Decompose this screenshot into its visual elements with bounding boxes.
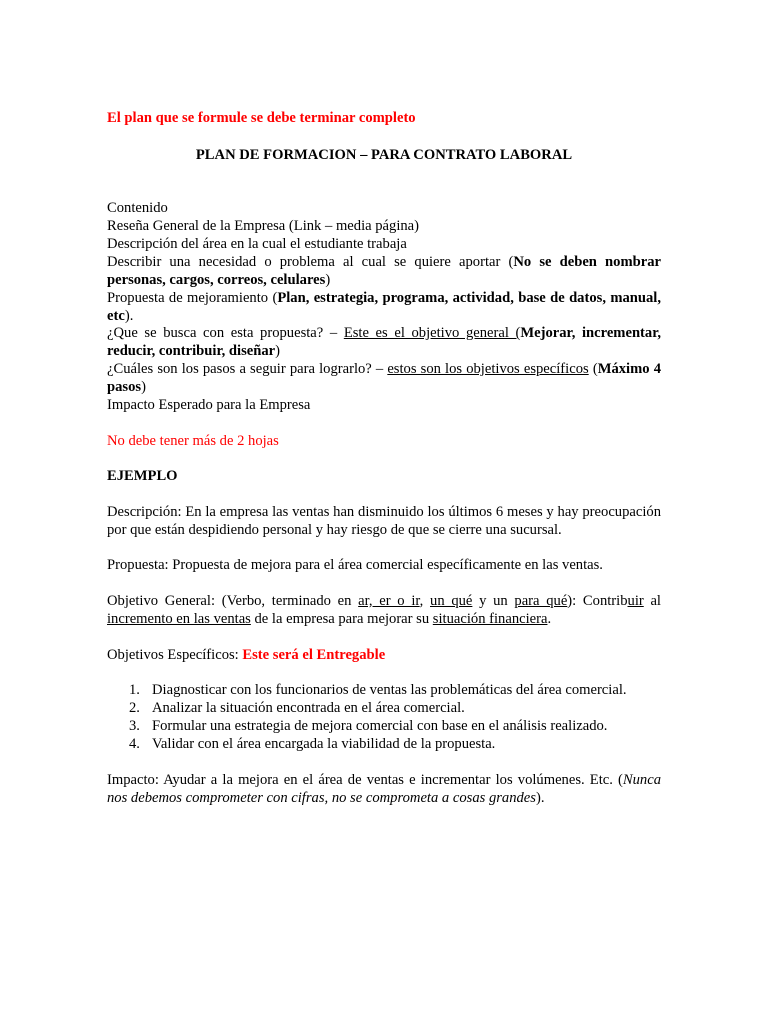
contenido-line-objetivos-especificos: ¿Cuáles son los pasos a seguir para lograrlo? – estos son los objetivos específicos (Máximo 4 pasos) [107,361,661,395]
contenido-line-necesidad: Describir una necesidad o problema al cual se quiere aportar (No se deben nombrar personas, cargos, correos, celulares) [107,254,661,288]
objetivos-especificos-list [107,681,661,753]
list-item: 4. Validar con el área encargada la viabilidad de la propuesta. [129,736,496,752]
ejemplo-objetivo-general: Objetivo General: (Verbo, terminado en ar, er o ir, un qué y un para qué): Contribuir al incremento en las ventas de la empresa para mejorar su situación financiera. [107,593,661,627]
contenido-heading: Contenido [107,200,168,216]
ejemplo-impacto: Impacto: Ayudar a la mejora en el área de ventas e incrementar los volúmenes. Etc. (Nunca nos debemos comprometer con cifras, no se comprometa a cosas grandes). [107,772,661,806]
contenido-line-propuesta: Propuesta de mejoramiento (Plan, estrategia, programa, actividad, base de datos, manual, etc). [107,290,662,324]
list-item: 3. Formular una estrategia de mejora comercial con base en el análisis realizado. [129,718,608,734]
hojas-warning: No debe tener más de 2 hojas [107,433,279,449]
contenido-line-impacto: Impacto Esperado para la Empresa [107,397,311,413]
list-item: 2. Analizar la situación encontrada en el área comercial. [129,700,465,716]
ejemplo-propuesta: Propuesta: Propuesta de mejora para el área comercial específicamente en las ventas. [107,557,603,573]
list-item: 1. Diagnosticar con los funcionarios de ventas las problemáticas del área comercial. [129,682,627,698]
warning-title: El plan que se formule se debe terminar completo [107,110,416,126]
contenido-line-descripcion: Descripción del área en la cual el estudiante trabaja [107,236,407,252]
contenido-line-objetivo-general: ¿Que se busca con esta propuesta? – Este es el objetivo general (Mejorar, incrementar, reducir, contribuir, diseñar) [107,325,661,359]
ejemplo-heading: EJEMPLO [107,468,178,484]
ejemplo-descripcion: Descripción: En la empresa las ventas han disminuido los últimos 6 meses y hay preocupación por que están despidiendo personal y hay riesgo de que se cierre una sucursal. [107,504,661,538]
document-title: PLAN DE FORMACION – PARA CONTRATO LABORAL [195,147,573,163]
contenido-line-resena: Reseña General de la Empresa (Link – media página) [107,218,420,234]
objetivos-especificos-label: Objetivos Específicos: Este será el Entregable [107,647,386,663]
entregable-highlight: Este será el Entregable [242,647,386,663]
